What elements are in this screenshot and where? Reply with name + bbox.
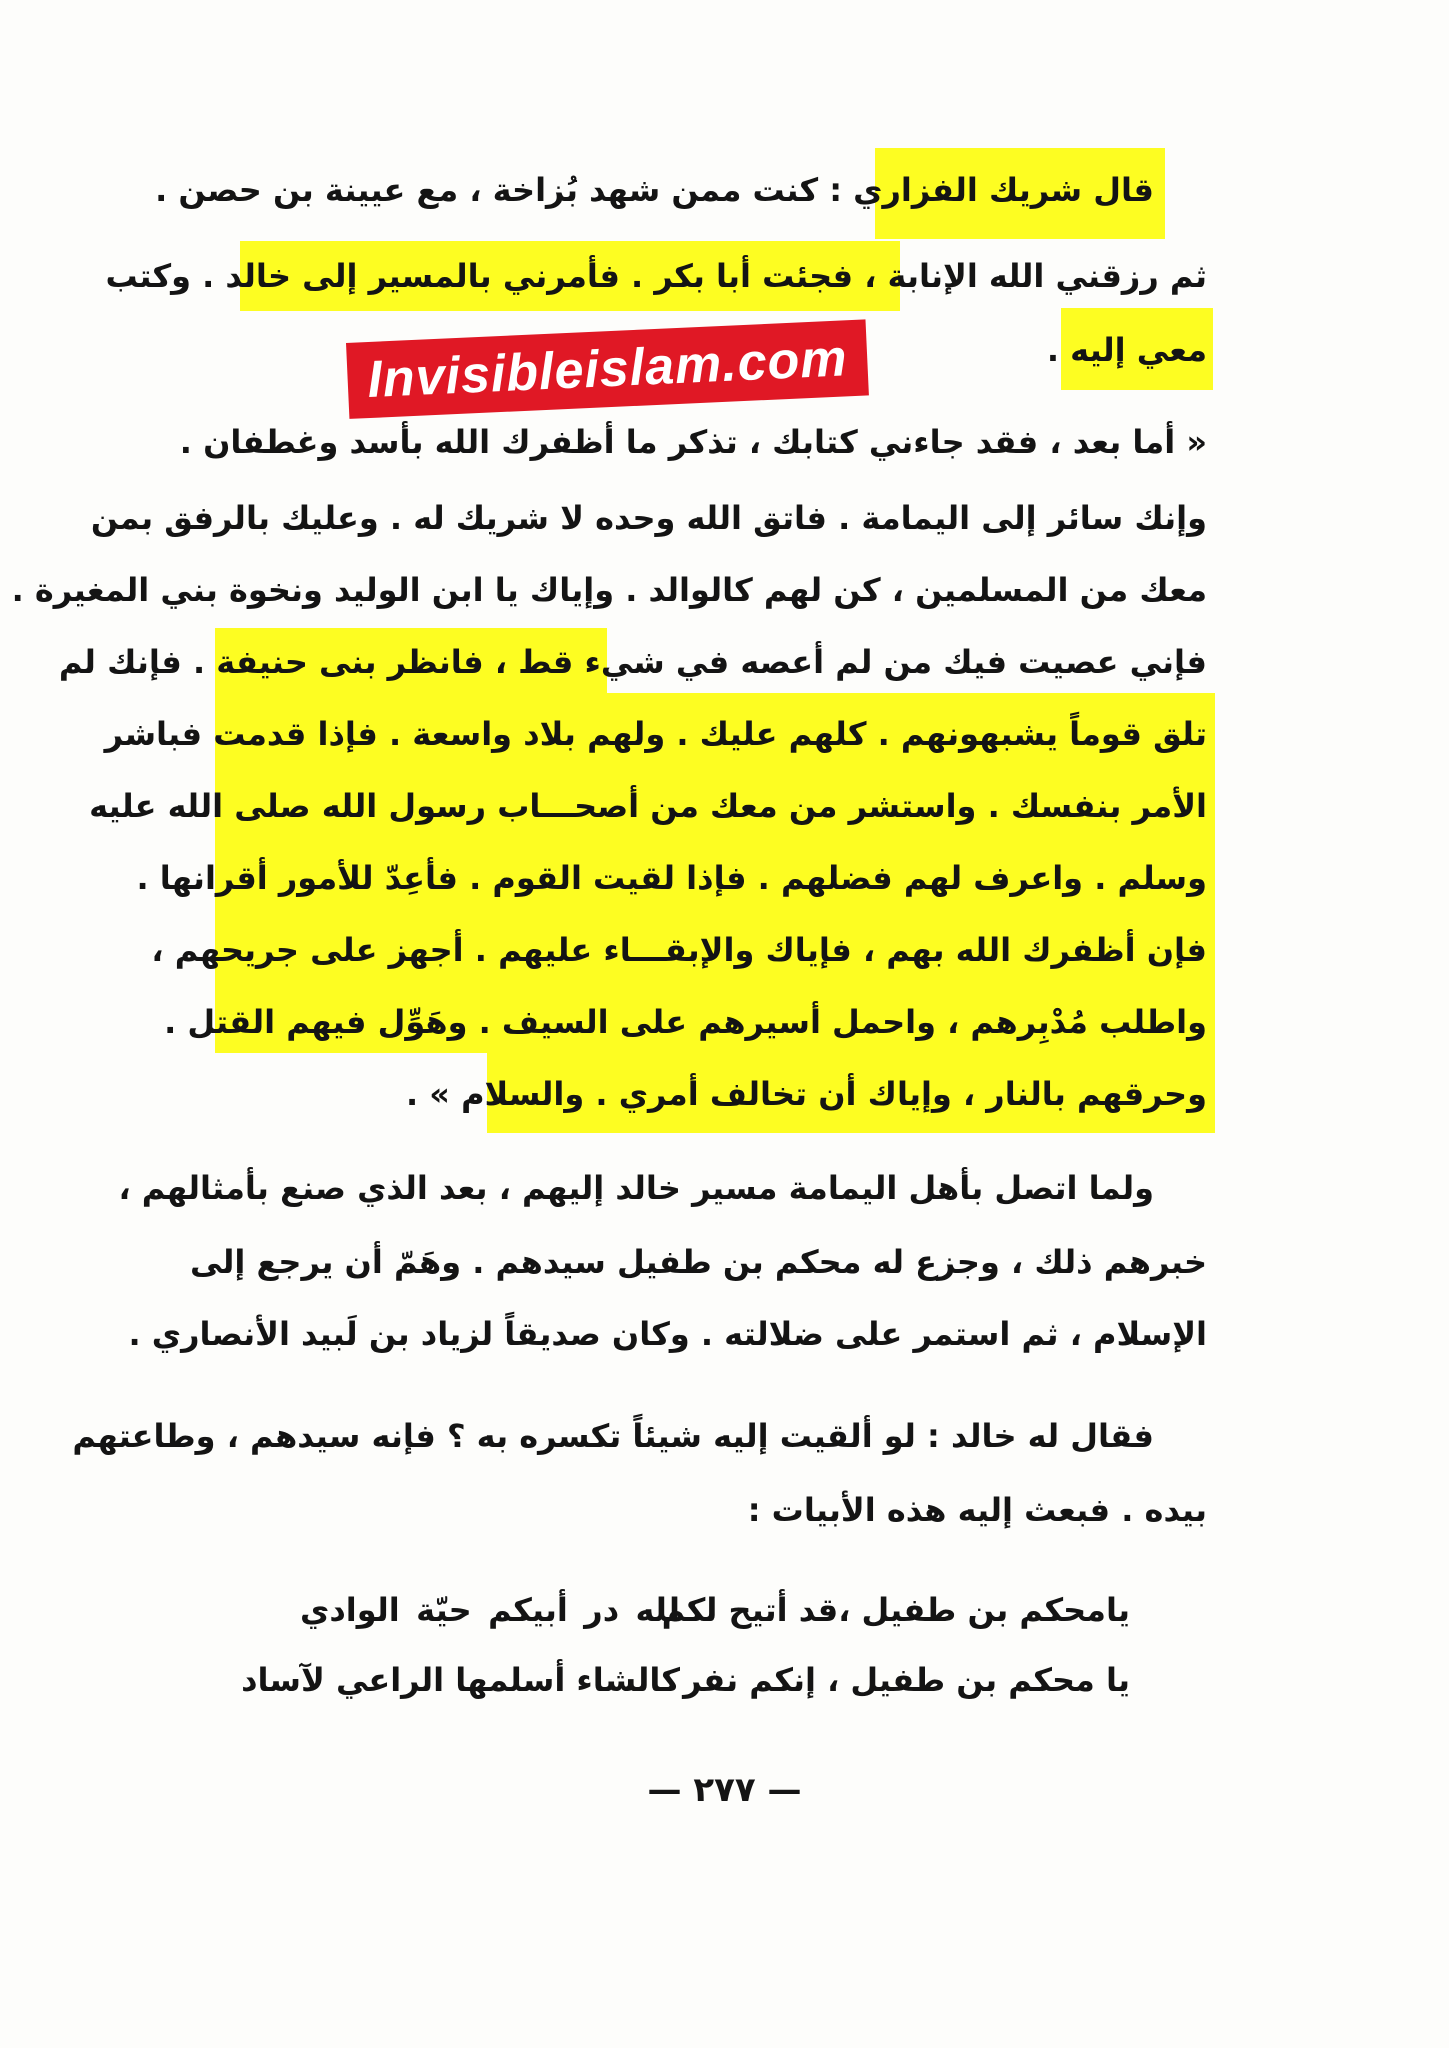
text-line: خبرهم ذلك ، وجزع له محكم بن طفيل سيدهم . وهَمّ أن يرجع إلى	[190, 1243, 1207, 1281]
text-line: ولما اتصل بأهل اليمامة مسير خالد إليهم ، بعد الذي صنع بأمثالهم ،	[118, 1169, 1154, 1207]
text-line: تلق قوماً يشبهونهم . كلهم عليك . ولهم بلاد واسعة . فإذا قدمت فباشر	[104, 715, 1207, 753]
verse-2-second: كالشاء أسلمها الراعي لآساد	[241, 1661, 680, 1699]
text-line: « أما بعد ، فقد جاءني كتابك ، تذكر ما أظفرك الله بأسد وغطفان .	[179, 423, 1207, 461]
text-line: الأمر بنفسك . واستشر من معك من أصحـــاب رسول الله صلى الله عليه	[89, 787, 1207, 825]
text-line: معك من المسلمين ، كن لهم كالوالد . وإياك يا ابن الوليد ونخوة بني المغيرة .	[11, 571, 1207, 609]
page-number: — ٢٧٧ —	[647, 1770, 802, 1810]
text-line: وحرقهم بالنار ، وإياك أن تخالف أمري . والسلام » .	[405, 1075, 1207, 1113]
text-line: فإني عصيت فيك من لم أعصه في شيء قط ، فانظر بنى حنيفة . فإنك لم	[58, 643, 1207, 681]
text-line: فقال له خالد : لو ألقيت إليه شيئاً تكسره به ؟ فإنه سيدهم ، وطاعتهم	[72, 1417, 1154, 1455]
text-line: بيده . فبعث إليه هذه الأبيات :	[747, 1491, 1207, 1529]
verse-2-first: يا محكم بن طفيل ، إنكم نفر	[683, 1661, 1130, 1699]
text-line: ثم رزقني الله الإنابة ، فجئت أبا بكر . فأمرني بالمسير إلى خالد . وكتب	[105, 257, 1207, 295]
verse-1-first: يامحكم بن طفيل ،قد أتيح لكم	[661, 1591, 1130, 1629]
text-line: قال شريك الفزاري : كنت ممن شهد بُزاخة ، مع عيينة بن حصن .	[155, 171, 1154, 209]
verse-1-second: لله در أبيكم حيّة الوادي	[300, 1591, 680, 1629]
text-line: فإن أظفرك الله بهم ، فإياك والإبقـــاء عليهم . أجهز على جريحهم ،	[151, 931, 1207, 969]
watermark-banner: Invisibleislam.com	[346, 319, 869, 419]
text-line: الإسلام ، ثم استمر على ضلالته . وكان صديقاً لزياد بن لَبيد الأنصاري .	[128, 1315, 1207, 1353]
text-line: معي إليه .	[1046, 331, 1207, 369]
text-line: وسلم . واعرف لهم فضلهم . فإذا لقيت القوم . فأعِدّ للأمور أقرانها .	[136, 859, 1207, 897]
text-line: وإنك سائر إلى اليمامة . فاتق الله وحده لا شريك له . وعليك بالرفق بمن	[90, 499, 1207, 537]
text-line: واطلب مُدْبِرهم ، واحمل أسيرهم على السيف . وهَوِّل فيهم القتل .	[164, 1003, 1207, 1041]
